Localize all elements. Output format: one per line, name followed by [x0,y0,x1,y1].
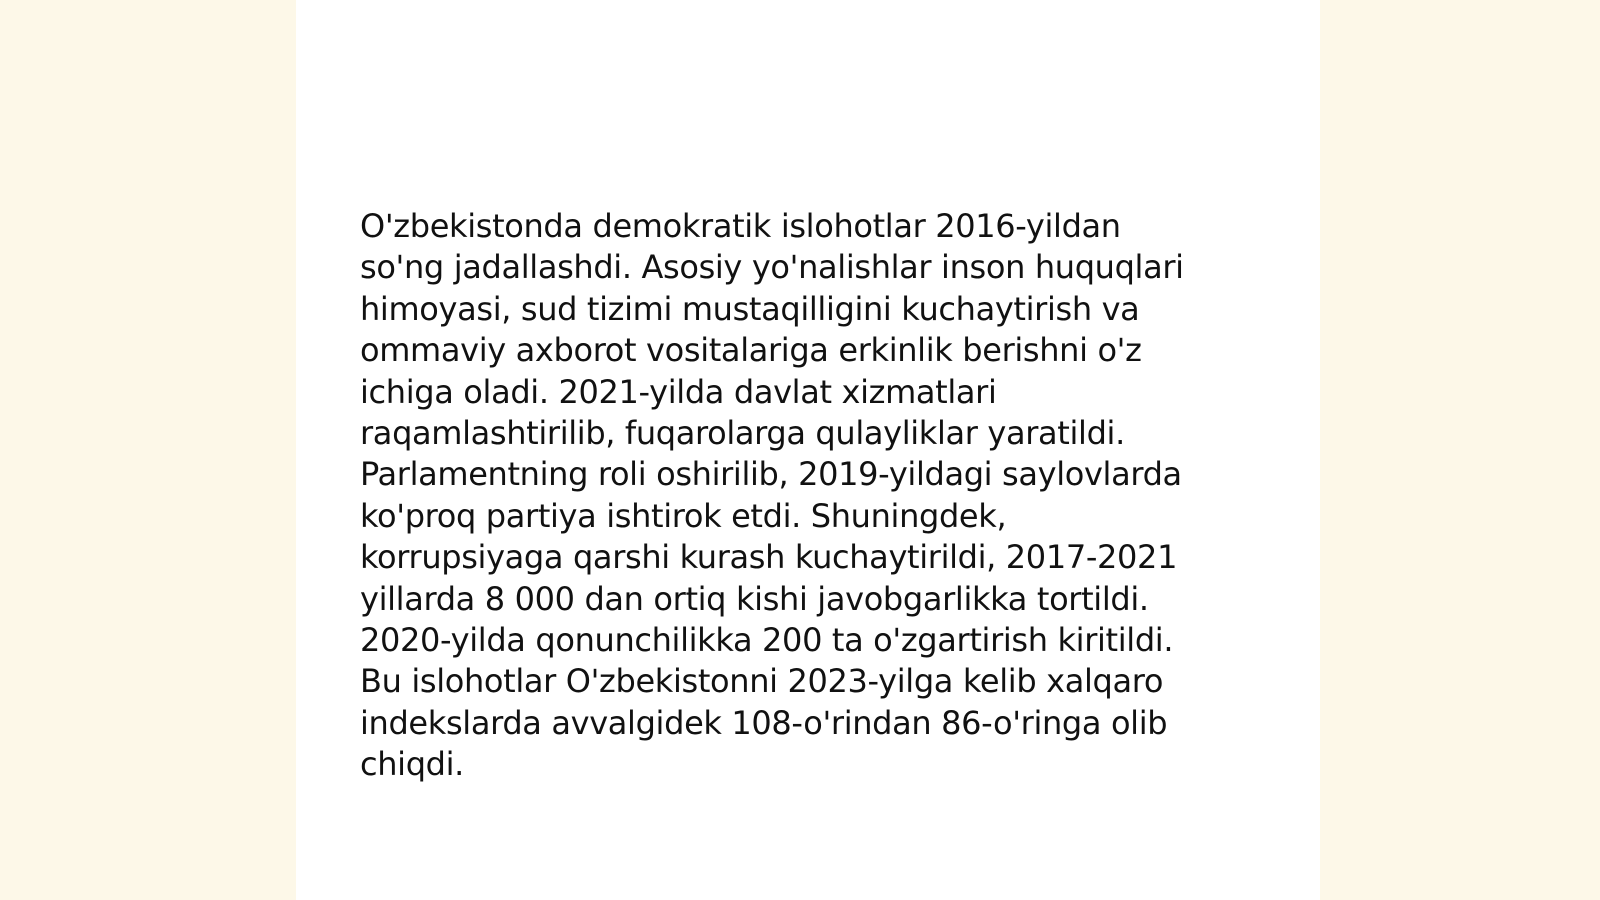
paragraph-line: yillarda 8 000 dan ortiq kishi javobgarlikka tortildi. [360,579,1149,618]
paragraph-line: ko'proq partiya ishtirok etdi. Shuningdek, [360,496,1007,535]
paragraph-line: ichiga oladi. 2021-yilda davlat xizmatlari [360,372,997,411]
paragraph-line: himoyasi, sud tizimi mustaqilligini kuchaytirish va [360,289,1140,328]
document-page [296,0,1320,900]
paragraph-line: korrupsiyaga qarshi kurash kuchaytirildi, 2017-2021 [360,538,1178,577]
paragraph-line: raqamlashtirilib, fuqarolarga qulayliklar yaratildi. [360,414,1125,453]
body-paragraph [360,206,1240,786]
paragraph-line: ommaviy axborot vositalariga erkinlik berishni o'z [360,331,1142,370]
paragraph-line: chiqdi. [360,745,465,784]
paragraph-line: Parlamentning roli oshirilib, 2019-yildagi saylovlarda [360,455,1182,494]
paragraph-line: so'ng jadallashdi. Asosiy yo'nalishlar inson huquqlari [360,248,1184,287]
paragraph-line: Bu islohotlar O'zbekistonni 2023-yilga kelib xalqaro [360,662,1164,701]
paragraph-line: indekslarda avvalgidek 108-o'rindan 86-o'ringa olib [360,703,1168,742]
paragraph-line: O'zbekistonda demokratik islohotlar 2016-yildan [360,207,1121,245]
paragraph-line: 2020-yilda qonunchilikka 200 ta o'zgartirish kiritildi. [360,621,1174,660]
